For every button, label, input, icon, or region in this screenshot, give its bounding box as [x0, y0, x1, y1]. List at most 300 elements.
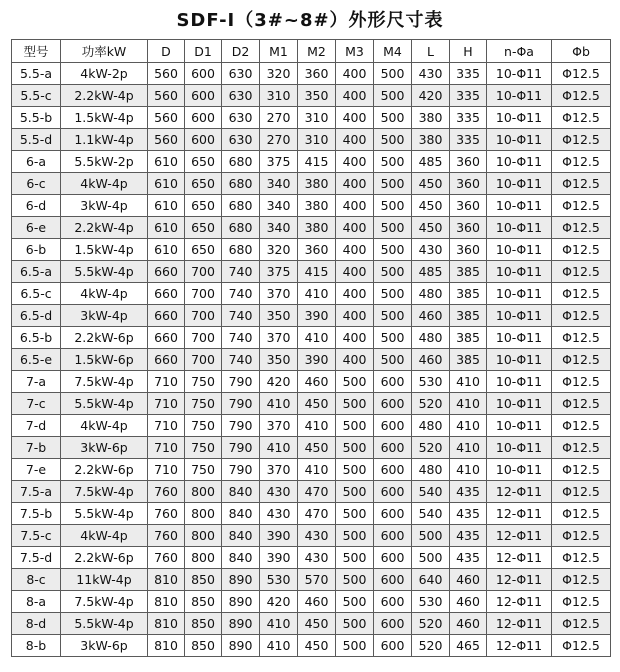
table-cell: 800 — [185, 481, 222, 503]
table-cell: 650 — [185, 151, 222, 173]
table-cell: 400 — [336, 107, 374, 129]
table-cell: 500 — [374, 217, 412, 239]
model-cell: 7-e — [12, 459, 61, 481]
table-cell: 415 — [298, 151, 336, 173]
model-cell: 7-a — [12, 371, 61, 393]
table-cell: 600 — [374, 371, 412, 393]
table-cell: 450 — [298, 635, 336, 657]
table-cell: 390 — [260, 547, 298, 569]
table-cell: 410 — [450, 371, 487, 393]
table-cell: 400 — [336, 85, 374, 107]
table-cell: 335 — [450, 63, 487, 85]
table-row — [12, 635, 611, 657]
table-cell: 810 — [148, 613, 185, 635]
table-cell: 400 — [336, 239, 374, 261]
model-cell: 7-c — [12, 393, 61, 415]
table-cell: 10-Φ11 — [487, 459, 552, 481]
table-cell: 380 — [298, 173, 336, 195]
table-row — [12, 437, 611, 459]
table-cell: Φ12.5 — [552, 151, 611, 173]
table-cell: 7.5kW-4p — [61, 481, 148, 503]
table-cell: 700 — [185, 283, 222, 305]
table-row — [12, 63, 611, 85]
table-cell: 385 — [450, 261, 487, 283]
table-cell: 12-Φ11 — [487, 591, 552, 613]
table-cell: 385 — [450, 305, 487, 327]
table-cell: 500 — [336, 393, 374, 415]
table-cell: 650 — [185, 217, 222, 239]
table-cell: 810 — [148, 635, 185, 657]
table-cell: 530 — [260, 569, 298, 591]
table-cell: 380 — [298, 195, 336, 217]
table-cell: 270 — [260, 107, 298, 129]
table-cell: 600 — [374, 635, 412, 657]
table-cell: 500 — [336, 503, 374, 525]
column-header: M2 — [298, 40, 336, 63]
model-cell: 6-b — [12, 239, 61, 261]
column-header: D2 — [222, 40, 260, 63]
table-row — [12, 107, 611, 129]
table-cell: 360 — [450, 173, 487, 195]
model-cell: 8-a — [12, 591, 61, 613]
table-cell: 1.1kW-4p — [61, 129, 148, 151]
table-cell: 520 — [412, 613, 450, 635]
table-cell: 410 — [450, 393, 487, 415]
model-cell: 6.5-e — [12, 349, 61, 371]
table-cell: 400 — [336, 173, 374, 195]
table-cell: 375 — [260, 151, 298, 173]
column-header: M1 — [260, 40, 298, 63]
table-cell: 10-Φ11 — [487, 239, 552, 261]
table-cell: 3kW-4p — [61, 195, 148, 217]
table-cell: 10-Φ11 — [487, 85, 552, 107]
table-cell: 480 — [412, 415, 450, 437]
table-cell: 450 — [412, 195, 450, 217]
table-cell: 410 — [450, 437, 487, 459]
table-cell: 600 — [374, 437, 412, 459]
table-cell: 840 — [222, 503, 260, 525]
table-cell: 310 — [298, 107, 336, 129]
table-cell: Φ12.5 — [552, 217, 611, 239]
table-cell: 710 — [148, 393, 185, 415]
table-row — [12, 129, 611, 151]
table-cell: 660 — [148, 305, 185, 327]
table-cell: 485 — [412, 151, 450, 173]
table-cell: 630 — [222, 85, 260, 107]
table-cell: Φ12.5 — [552, 63, 611, 85]
table-cell: 4kW-4p — [61, 173, 148, 195]
table-cell: 400 — [336, 327, 374, 349]
table-row — [12, 85, 611, 107]
table-cell: 800 — [185, 547, 222, 569]
table-cell: 10-Φ11 — [487, 437, 552, 459]
table-cell: 710 — [148, 459, 185, 481]
model-cell: 7-d — [12, 415, 61, 437]
table-cell: 540 — [412, 503, 450, 525]
table-cell: 385 — [450, 349, 487, 371]
table-cell: 560 — [148, 107, 185, 129]
table-cell: 460 — [412, 349, 450, 371]
table-cell: 500 — [336, 591, 374, 613]
table-cell: 530 — [412, 371, 450, 393]
table-cell: 7.5kW-4p — [61, 591, 148, 613]
table-cell: 340 — [260, 173, 298, 195]
table-cell: 320 — [260, 63, 298, 85]
table-cell: 450 — [298, 613, 336, 635]
table-cell: 375 — [260, 261, 298, 283]
table-cell: 435 — [450, 547, 487, 569]
table-cell: 2.2kW-4p — [61, 85, 148, 107]
table-cell: 400 — [336, 261, 374, 283]
table-cell: 500 — [412, 547, 450, 569]
model-cell: 6.5-d — [12, 305, 61, 327]
table-cell: 10-Φ11 — [487, 371, 552, 393]
table-cell: 360 — [450, 239, 487, 261]
table-cell: 400 — [336, 217, 374, 239]
model-cell: 5.5-d — [12, 129, 61, 151]
table-cell: 12-Φ11 — [487, 635, 552, 657]
table-row — [12, 173, 611, 195]
table-cell: 800 — [185, 503, 222, 525]
table-cell: 5.5kW-4p — [61, 503, 148, 525]
table-cell: Φ12.5 — [552, 239, 611, 261]
table-cell: 10-Φ11 — [487, 63, 552, 85]
table-cell: 520 — [412, 393, 450, 415]
table-cell: 750 — [185, 437, 222, 459]
table-cell: 500 — [336, 635, 374, 657]
table-cell: 560 — [148, 129, 185, 151]
table-row — [12, 371, 611, 393]
table-row — [12, 305, 611, 327]
table-cell: 12-Φ11 — [487, 481, 552, 503]
table-cell: 310 — [260, 85, 298, 107]
table-cell: 380 — [298, 217, 336, 239]
table-cell: 500 — [374, 63, 412, 85]
column-header: L — [412, 40, 450, 63]
table-cell: 10-Φ11 — [487, 261, 552, 283]
table-cell: Φ12.5 — [552, 305, 611, 327]
table-cell: 10-Φ11 — [487, 195, 552, 217]
table-cell: 740 — [222, 305, 260, 327]
table-cell: 470 — [298, 503, 336, 525]
table-cell: 450 — [412, 217, 450, 239]
table-cell: 420 — [260, 591, 298, 613]
table-cell: Φ12.5 — [552, 173, 611, 195]
table-cell: 700 — [185, 349, 222, 371]
table-cell: 630 — [222, 129, 260, 151]
table-cell: 750 — [185, 393, 222, 415]
table-cell: 410 — [298, 415, 336, 437]
table-cell: Φ12.5 — [552, 613, 611, 635]
table-cell: 10-Φ11 — [487, 415, 552, 437]
table-cell: 460 — [412, 305, 450, 327]
table-row — [12, 393, 611, 415]
table-cell: 3kW-6p — [61, 437, 148, 459]
table-cell: 500 — [374, 239, 412, 261]
table-cell: 850 — [185, 635, 222, 657]
table-cell: 390 — [298, 349, 336, 371]
table-cell: 3kW-6p — [61, 635, 148, 657]
table-cell: 390 — [298, 305, 336, 327]
table-cell: 5.5kW-4p — [61, 613, 148, 635]
table-cell: 410 — [260, 613, 298, 635]
table-cell: 790 — [222, 437, 260, 459]
model-cell: 6-c — [12, 173, 61, 195]
table-cell: 500 — [374, 305, 412, 327]
table-cell: 350 — [260, 305, 298, 327]
table-cell: 410 — [260, 437, 298, 459]
table-cell: 520 — [412, 437, 450, 459]
table-cell: 660 — [148, 349, 185, 371]
table-row — [12, 547, 611, 569]
table-cell: 410 — [298, 459, 336, 481]
table-cell: Φ12.5 — [552, 393, 611, 415]
table-row — [12, 481, 611, 503]
table-cell: Φ12.5 — [552, 85, 611, 107]
table-cell: 435 — [450, 481, 487, 503]
table-cell: Φ12.5 — [552, 327, 611, 349]
model-cell: 6-e — [12, 217, 61, 239]
table-cell: 790 — [222, 371, 260, 393]
table-row — [12, 613, 611, 635]
table-cell: 740 — [222, 349, 260, 371]
table-cell: 465 — [450, 635, 487, 657]
table-cell: 600 — [374, 415, 412, 437]
table-cell: 500 — [336, 569, 374, 591]
table-cell: 360 — [298, 239, 336, 261]
table-cell: 450 — [298, 437, 336, 459]
table-cell: Φ12.5 — [552, 371, 611, 393]
table-cell: 12-Φ11 — [487, 547, 552, 569]
table-cell: 710 — [148, 371, 185, 393]
model-cell: 5.5-b — [12, 107, 61, 129]
table-cell: 385 — [450, 283, 487, 305]
table-cell: 710 — [148, 415, 185, 437]
column-header: M3 — [336, 40, 374, 63]
table-cell: 380 — [412, 129, 450, 151]
table-cell: Φ12.5 — [552, 459, 611, 481]
table-row — [12, 503, 611, 525]
table-cell: 650 — [185, 239, 222, 261]
table-cell: 460 — [450, 569, 487, 591]
table-header-row — [12, 40, 611, 63]
table-row — [12, 525, 611, 547]
table-cell: 430 — [298, 547, 336, 569]
table-cell: 400 — [336, 129, 374, 151]
table-row — [12, 349, 611, 371]
table-cell: 400 — [336, 283, 374, 305]
table-cell: 420 — [412, 85, 450, 107]
table-body — [12, 63, 611, 657]
table-cell: 630 — [222, 107, 260, 129]
table-cell: Φ12.5 — [552, 195, 611, 217]
table-cell: 840 — [222, 547, 260, 569]
table-cell: 600 — [374, 569, 412, 591]
model-cell: 7.5-a — [12, 481, 61, 503]
model-cell: 7.5-d — [12, 547, 61, 569]
table-cell: 840 — [222, 481, 260, 503]
table-cell: 480 — [412, 327, 450, 349]
table-cell: 360 — [450, 217, 487, 239]
table-cell: Φ12.5 — [552, 481, 611, 503]
table-cell: 430 — [412, 239, 450, 261]
table-cell: 270 — [260, 129, 298, 151]
table-cell: 610 — [148, 151, 185, 173]
table-cell: 310 — [298, 129, 336, 151]
table-cell: 630 — [222, 63, 260, 85]
table-cell: 610 — [148, 217, 185, 239]
table-cell: 750 — [185, 459, 222, 481]
table-cell: 500 — [336, 371, 374, 393]
table-cell: 10-Φ11 — [487, 283, 552, 305]
model-cell: 8-c — [12, 569, 61, 591]
model-cell: 6-d — [12, 195, 61, 217]
table-cell: 700 — [185, 261, 222, 283]
table-cell: 570 — [298, 569, 336, 591]
table-row — [12, 283, 611, 305]
table-cell: 460 — [450, 591, 487, 613]
table-cell: 500 — [374, 349, 412, 371]
table-cell: 600 — [185, 129, 222, 151]
table-cell: 370 — [260, 459, 298, 481]
table-cell: 610 — [148, 173, 185, 195]
table-cell: 840 — [222, 525, 260, 547]
table-cell: 2.2kW-6p — [61, 327, 148, 349]
table-cell: 400 — [336, 305, 374, 327]
table-cell: 850 — [185, 591, 222, 613]
table-cell: 500 — [336, 547, 374, 569]
model-cell: 7.5-c — [12, 525, 61, 547]
table-cell: 540 — [412, 481, 450, 503]
table-cell: 360 — [450, 151, 487, 173]
table-cell: 435 — [450, 503, 487, 525]
table-cell: 850 — [185, 569, 222, 591]
table-cell: 600 — [374, 459, 412, 481]
table-cell: 430 — [260, 481, 298, 503]
model-cell: 6.5-a — [12, 261, 61, 283]
table-cell: 1.5kW-4p — [61, 239, 148, 261]
table-cell: 810 — [148, 569, 185, 591]
table-cell: Φ12.5 — [552, 261, 611, 283]
table-cell: 700 — [185, 327, 222, 349]
dimensions-table — [11, 39, 611, 657]
table-cell: 410 — [260, 635, 298, 657]
table-cell: 480 — [412, 459, 450, 481]
table-cell: 700 — [185, 305, 222, 327]
table-cell: 5.5kW-2p — [61, 151, 148, 173]
table-cell: 500 — [374, 85, 412, 107]
column-header: Φb — [552, 40, 611, 63]
table-cell: 400 — [336, 63, 374, 85]
table-row — [12, 151, 611, 173]
model-cell: 5.5-c — [12, 85, 61, 107]
model-cell: 8-b — [12, 635, 61, 657]
table-cell: 370 — [260, 283, 298, 305]
table-cell: 420 — [260, 371, 298, 393]
table-cell: Φ12.5 — [552, 503, 611, 525]
table-cell: 450 — [412, 173, 450, 195]
table-cell: 760 — [148, 547, 185, 569]
column-header: H — [450, 40, 487, 63]
model-cell: 7.5-b — [12, 503, 61, 525]
table-cell: 435 — [450, 525, 487, 547]
table-cell: 370 — [260, 327, 298, 349]
table-cell: 340 — [260, 217, 298, 239]
table-cell: 750 — [185, 415, 222, 437]
table-cell: 790 — [222, 393, 260, 415]
table-cell: 4kW-4p — [61, 525, 148, 547]
table-cell: 380 — [412, 107, 450, 129]
table-cell: 680 — [222, 239, 260, 261]
table-cell: 600 — [185, 63, 222, 85]
table-cell: Φ12.5 — [552, 635, 611, 657]
table-row — [12, 459, 611, 481]
table-cell: 610 — [148, 195, 185, 217]
table-cell: 740 — [222, 327, 260, 349]
table-cell: 460 — [298, 371, 336, 393]
column-header: D — [148, 40, 185, 63]
table-cell: 760 — [148, 525, 185, 547]
table-cell: 600 — [374, 591, 412, 613]
table-cell: 460 — [450, 613, 487, 635]
model-cell: 8-d — [12, 613, 61, 635]
table-cell: Φ12.5 — [552, 129, 611, 151]
table-cell: 2.2kW-6p — [61, 547, 148, 569]
table-cell: 450 — [298, 393, 336, 415]
table-row — [12, 239, 611, 261]
table-cell: 560 — [148, 85, 185, 107]
table-cell: 500 — [374, 261, 412, 283]
table-cell: Φ12.5 — [552, 547, 611, 569]
table-cell: 4kW-4p — [61, 283, 148, 305]
table-cell: 710 — [148, 437, 185, 459]
table-cell: Φ12.5 — [552, 349, 611, 371]
table-cell: 2.2kW-6p — [61, 459, 148, 481]
table-cell: 430 — [298, 525, 336, 547]
table-cell: 790 — [222, 459, 260, 481]
table-cell: 650 — [185, 173, 222, 195]
table-cell: 600 — [374, 547, 412, 569]
table-cell: 750 — [185, 371, 222, 393]
table-cell: 335 — [450, 85, 487, 107]
table-cell: 600 — [374, 503, 412, 525]
table-cell: 760 — [148, 503, 185, 525]
table-row — [12, 415, 611, 437]
table-row — [12, 261, 611, 283]
table-cell: 810 — [148, 591, 185, 613]
table-cell: 680 — [222, 151, 260, 173]
table-cell: 5.5kW-4p — [61, 261, 148, 283]
table-cell: 500 — [336, 525, 374, 547]
table-cell: 360 — [298, 63, 336, 85]
table-cell: 10-Φ11 — [487, 305, 552, 327]
table-cell: 500 — [374, 283, 412, 305]
table-cell: 1.5kW-4p — [61, 107, 148, 129]
table-cell: 385 — [450, 327, 487, 349]
table-cell: 2.2kW-4p — [61, 217, 148, 239]
table-cell: Φ12.5 — [552, 437, 611, 459]
table-cell: 890 — [222, 613, 260, 635]
column-header: 型号 — [12, 40, 61, 63]
table-cell: 500 — [336, 481, 374, 503]
table-row — [12, 591, 611, 613]
table-cell: 500 — [412, 525, 450, 547]
table-cell: 400 — [336, 349, 374, 371]
table-cell: 12-Φ11 — [487, 613, 552, 635]
table-cell: 800 — [185, 525, 222, 547]
table-cell: 650 — [185, 195, 222, 217]
table-cell: 10-Φ11 — [487, 107, 552, 129]
